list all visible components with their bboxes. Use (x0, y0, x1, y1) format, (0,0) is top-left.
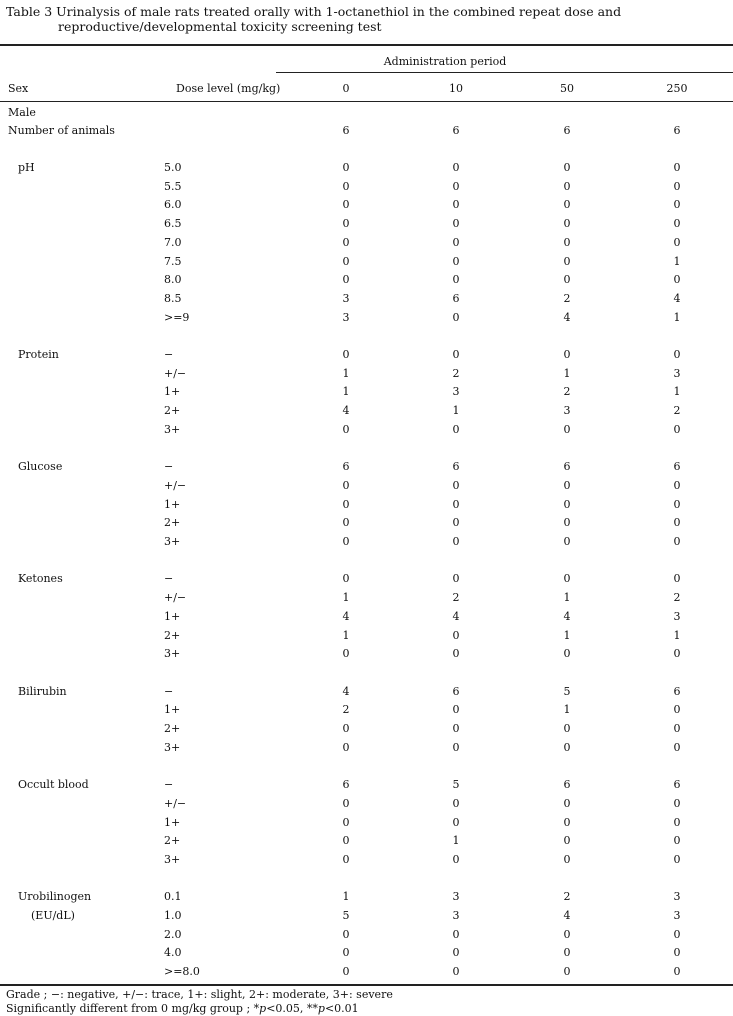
table-cell: 0 (673, 647, 681, 661)
table-cell: 0 (452, 703, 460, 717)
table-cell: 0 (563, 161, 571, 174)
table-cell: 0 (673, 965, 681, 979)
table-cell: 0 (563, 217, 571, 231)
table-cell: 1 (673, 385, 681, 399)
table-title (6, 4, 621, 34)
grade-label: 2+ (164, 516, 181, 530)
table-cell: 0 (342, 852, 350, 866)
table-cell: 0 (452, 572, 460, 586)
table-cell: 0 (563, 235, 571, 249)
table-cell: 0 (452, 946, 460, 960)
grade-label: − (164, 460, 174, 474)
table-cell: 0 (563, 179, 571, 193)
table-cell: 0 (342, 946, 350, 960)
table-cell: 0 (563, 348, 571, 361)
table-cell: 1 (342, 385, 350, 399)
grade-label: +/− (164, 366, 187, 380)
table-cell: 0 (673, 703, 681, 717)
grade-label: 6.5 (164, 217, 182, 231)
table-cell: 0 (452, 310, 460, 324)
table-cell: 0 (452, 198, 460, 212)
footnote-sig-text: Significantly different from 0 mg/kg group ; * (6, 1002, 260, 1015)
table-cell: 0 (342, 478, 350, 492)
table-cell: 1 (452, 404, 460, 418)
table-cell: 0 (342, 927, 350, 941)
table-cell: 3 (563, 404, 571, 418)
table-cell: 0 (563, 946, 571, 960)
grade-label: 5.0 (164, 161, 182, 174)
grade-label: 3+ (164, 740, 181, 754)
table-cell: 1 (563, 703, 571, 717)
grade-label: +/− (164, 591, 187, 605)
table-cell: 0 (673, 478, 681, 492)
grade-label: 3+ (164, 647, 181, 661)
table-cell: 6 (452, 460, 460, 474)
table-cell: 0 (673, 198, 681, 212)
grade-label: − (164, 348, 174, 361)
table-cell: 0 (342, 161, 350, 174)
grade-label: 1+ (164, 703, 181, 717)
grade-label: 8.5 (164, 291, 182, 305)
table-cell: 0 (563, 852, 571, 866)
table-cell: 6 (452, 291, 460, 305)
table-cell: 0 (452, 815, 460, 829)
grade-label: 7.0 (164, 235, 182, 249)
group-name: Bilirubin (18, 684, 67, 698)
table-cell: 0 (452, 235, 460, 249)
table-cell: 3 (452, 385, 460, 399)
table-cell: 0 (452, 161, 460, 174)
table-cell: 1 (563, 591, 571, 605)
grade-label: 1+ (164, 385, 181, 399)
table-cell: 0 (452, 422, 460, 436)
table-cell: 0 (342, 535, 350, 548)
table-cell: 1 (342, 591, 350, 605)
table-cell: 0 (452, 348, 460, 361)
table-cell: 0 (342, 422, 350, 436)
table-cell: 0 (563, 815, 571, 829)
table-cell: 0 (563, 722, 571, 735)
table-cell: 4 (342, 404, 350, 418)
table-title-line2: reproductive/developmental toxicity screening test (58, 19, 382, 34)
table-cell: 0 (452, 852, 460, 866)
grade-label: 3+ (164, 852, 181, 866)
table-cell: 0 (563, 497, 571, 511)
table-cell: 0 (563, 647, 571, 661)
table-cell: 0 (342, 348, 350, 361)
table-cell: 0 (563, 535, 571, 548)
table-cell: 0 (452, 628, 460, 642)
table-cell: 0 (452, 927, 460, 941)
table-cell: 0 (563, 254, 571, 268)
table-cell: 2 (673, 404, 681, 418)
grade-label: 2+ (164, 834, 181, 848)
table-cell: 1 (563, 366, 571, 380)
bottom-rule (0, 984, 733, 986)
grade-label: 2+ (164, 628, 181, 642)
grade-label: >=9 (164, 310, 190, 324)
table-cell: 0 (673, 217, 681, 231)
table-cell: 1 (563, 628, 571, 642)
grade-label: 3+ (164, 422, 181, 436)
table-cell: 6 (563, 778, 571, 792)
table-cell: 0 (673, 235, 681, 249)
table-cell: 0 (342, 722, 350, 735)
table-cell: 2 (342, 703, 350, 717)
table-cell: 0 (452, 722, 460, 735)
table-cell: 0 (673, 815, 681, 829)
grade-label: 3+ (164, 535, 181, 548)
header-rule (0, 101, 733, 102)
table-cell: 0 (673, 497, 681, 511)
table-cell: 0 (342, 179, 350, 193)
table-cell: 4 (342, 684, 350, 698)
table-cell: 4 (452, 609, 460, 623)
group-name: Protein (18, 348, 59, 361)
table-cell: 0 (342, 834, 350, 848)
grade-label: 4.0 (164, 946, 182, 960)
table-cell: 0 (452, 179, 460, 193)
table-cell: 0 (452, 254, 460, 268)
grade-label: 5.5 (164, 179, 182, 193)
footnote-significance (6, 1002, 359, 1015)
animals-count: 6 (563, 124, 571, 137)
table-cell: 0 (673, 834, 681, 848)
dose-header-0: 0 (342, 82, 350, 95)
group-unit: (EU/dL) (31, 909, 75, 922)
table-cell: 3 (452, 909, 460, 922)
table-cell: 0 (563, 965, 571, 979)
table-cell: 0 (342, 516, 350, 530)
table-cell: 5 (563, 684, 571, 698)
table-cell: 0 (563, 422, 571, 436)
table-cell: 0 (342, 740, 350, 754)
table-cell: 0 (452, 535, 460, 548)
table-cell: 0 (342, 796, 350, 810)
table-cell: 6 (563, 460, 571, 474)
table-cell: 1 (452, 834, 460, 848)
table-cell: 0 (563, 478, 571, 492)
table-cell: 5 (452, 778, 460, 792)
table-cell: 0 (342, 254, 350, 268)
grade-label: 7.5 (164, 254, 182, 268)
group-name: Occult blood (18, 778, 89, 792)
table-cell: 0 (563, 516, 571, 530)
table-cell: 4 (563, 310, 571, 324)
dose-header-50: 50 (560, 82, 574, 95)
top-rule (0, 44, 733, 46)
table-cell: 3 (673, 909, 681, 922)
table-cell: 0 (673, 852, 681, 866)
group-name: Urobilinogen (18, 890, 92, 904)
table-cell: 2 (563, 291, 571, 305)
table-cell: 0 (342, 572, 350, 586)
table-cell: 6 (673, 778, 681, 792)
grade-label: 1+ (164, 497, 181, 511)
grade-label: 2.0 (164, 927, 182, 941)
group-name: pH (18, 161, 35, 174)
table-cell: 6 (673, 460, 681, 474)
table-cell: 3 (673, 366, 681, 380)
table-cell: 0 (342, 273, 350, 287)
table-cell: 1 (673, 310, 681, 324)
grade-label: 6.0 (164, 198, 182, 212)
table-cell: 2 (563, 890, 571, 904)
period-rule (276, 72, 733, 73)
table-cell: 0 (673, 572, 681, 586)
table-cell: 0 (452, 965, 460, 979)
table-cell: 0 (673, 946, 681, 960)
table-cell: 4 (673, 291, 681, 305)
table-cell: 0 (673, 273, 681, 287)
table-cell: 0 (452, 273, 460, 287)
table-cell: 2 (673, 591, 681, 605)
table-cell: 0 (452, 497, 460, 511)
table-cell: 0 (673, 740, 681, 754)
grade-label: 8.0 (164, 273, 182, 287)
table-cell: 1 (342, 366, 350, 380)
footnote-grade: Grade ; −: negative, +/−: trace, 1+: slight, 2+: moderate, 3+: severe (6, 988, 393, 1001)
table-cell: 6 (342, 460, 350, 474)
table-cell: 2 (452, 366, 460, 380)
table-cell: 0 (673, 179, 681, 193)
grade-label: 0.1 (164, 890, 182, 904)
table-cell: 0 (673, 516, 681, 530)
table-cell: 0 (673, 161, 681, 174)
table-cell: 0 (452, 647, 460, 661)
grade-label: − (164, 572, 174, 586)
table-cell: 0 (452, 740, 460, 754)
table-cell: 0 (673, 422, 681, 436)
table-cell: 0 (342, 235, 350, 249)
footnote-sig-threshold1: <0.05, ** (266, 1002, 318, 1015)
table-cell: 3 (673, 890, 681, 904)
dose-level-header: Dose level (mg/kg) (176, 82, 281, 95)
table-cell: 0 (452, 478, 460, 492)
sex-male-label: Male (8, 106, 36, 119)
table-cell: 1 (673, 254, 681, 268)
grade-label: 1+ (164, 815, 181, 829)
grade-label: +/− (164, 796, 187, 810)
table-cell: 3 (673, 609, 681, 623)
grade-label: − (164, 778, 174, 792)
grade-label: +/− (164, 478, 187, 492)
table-cell: 1 (342, 628, 350, 642)
grade-label: 1+ (164, 609, 181, 623)
animals-count: 6 (342, 124, 350, 137)
table-cell: 5 (342, 909, 350, 922)
table-cell: 0 (342, 217, 350, 231)
table-cell: 0 (673, 348, 681, 361)
table-cell: 6 (342, 778, 350, 792)
table-cell: 1 (673, 628, 681, 642)
table-cell: 0 (563, 740, 571, 754)
table-cell: 0 (563, 834, 571, 848)
table-cell: 0 (563, 198, 571, 212)
table-cell: 0 (563, 927, 571, 941)
table-cell: 1 (342, 890, 350, 904)
grade-label: 1.0 (164, 909, 182, 922)
dose-header-10: 10 (449, 82, 463, 95)
table-cell: 4 (563, 909, 571, 922)
sex-header: Sex (8, 82, 29, 95)
group-name: Glucose (18, 460, 63, 474)
table-cell: 6 (673, 684, 681, 698)
table-cell: 4 (563, 609, 571, 623)
animals-count: 6 (452, 124, 460, 137)
grade-label: − (164, 684, 174, 698)
table-cell: 2 (452, 591, 460, 605)
grade-label: 2+ (164, 722, 181, 735)
footnote-p-symbol: p (317, 1002, 325, 1015)
table-cell: 0 (452, 796, 460, 810)
table-cell: 3 (342, 310, 350, 324)
table-cell: 0 (673, 927, 681, 941)
table-cell: 3 (452, 890, 460, 904)
table-cell: 0 (342, 965, 350, 979)
footnote-sig-threshold2: <0.01 (324, 1002, 359, 1015)
table-title-line1: Table 3 Urinalysis of male rats treated orally with 1-octanethiol in the combined repeat dose and (6, 4, 622, 19)
administration-period-header: Administration period (383, 55, 507, 68)
number-of-animals-label: Number of animals (8, 124, 115, 137)
table-cell: 0 (673, 535, 681, 548)
table-cell: 3 (342, 291, 350, 305)
table-cell: 6 (452, 684, 460, 698)
table-cell: 0 (563, 273, 571, 287)
dose-header-250: 250 (666, 82, 688, 95)
group-name: Ketones (18, 572, 63, 586)
table-cell: 0 (673, 796, 681, 810)
grade-label: >=8.0 (164, 965, 200, 979)
animals-count: 6 (673, 124, 681, 137)
table-cell: 0 (342, 198, 350, 212)
table-cell: 0 (452, 516, 460, 530)
table-cell: 0 (563, 796, 571, 810)
table-cell: 2 (563, 385, 571, 399)
table-cell: 0 (673, 722, 681, 735)
table-cell: 0 (342, 647, 350, 661)
table-cell: 0 (342, 497, 350, 511)
table-cell: 0 (452, 217, 460, 231)
footnote-p-symbol: p (259, 1002, 267, 1015)
table-cell: 0 (342, 815, 350, 829)
table-cell: 0 (563, 572, 571, 586)
table-cell: 4 (342, 609, 350, 623)
grade-label: 2+ (164, 404, 181, 418)
